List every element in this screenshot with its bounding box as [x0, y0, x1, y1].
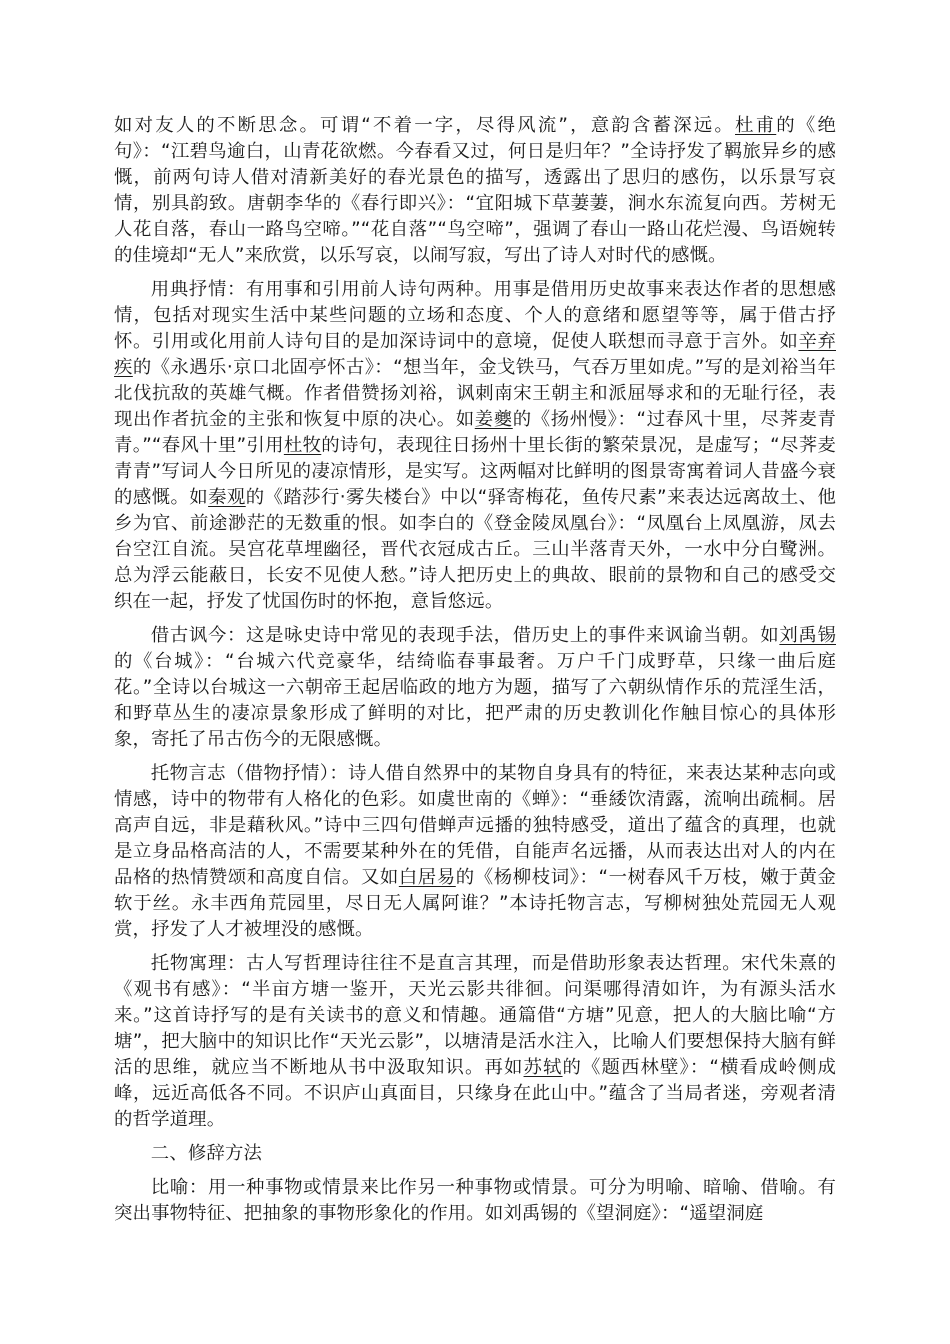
poet-name-du-fu: 杜甫	[735, 115, 777, 136]
text-run: 的《绝句》：“江碧鸟逾白，山青花欲燃。今春看又过，何日是归年？”全诗抒发了羁旅异乡的感慨，前两句诗人借对清新美好的春光景色的描写，透露出了思归的感伤，以乐景写哀情，别具韵致。唐朝李华的《春行即兴》：“宜阳城下草萋萋，涧水东流复向西。芳树无人花自落，春山一路鸟空啼。”“花自落”“鸟空啼”，强调了春山一路山花烂漫、鸟语婉转的佳境却“无人”来欣赏，以乐写哀，以闹写寂，写出了诗人对时代的感慨。	[114, 115, 836, 266]
poet-name-du-mu: 杜牧	[283, 435, 322, 456]
text-run: 的诗句，表现往日扬州十里长街的繁荣景况，是虚写；“尽荠麦青青”写词人今日所见的凄凉情形，是实写。这两幅对比鲜明的图景寄寓着词人昔盛今衰的感慨。如	[114, 435, 836, 508]
paragraph-lyric-examples	[114, 113, 836, 269]
paragraph-satire-through-history	[114, 623, 836, 753]
text-run: 的《扬州慢》：“过春风十里，尽荠麦青青。”“春风十里”引用	[114, 409, 836, 456]
document-page	[114, 113, 836, 1235]
paragraph-object-conveys-reason	[114, 951, 836, 1133]
section-heading-rhetoric	[114, 1141, 836, 1167]
paragraph-object-expresses-will	[114, 761, 836, 943]
heading-text: 二、修辞方法	[150, 1143, 263, 1164]
poet-name-liu-yuxi: 刘禹锡	[779, 625, 836, 646]
paragraph-allusion	[114, 277, 836, 615]
poet-name-jiang-kui: 姜夔	[474, 409, 513, 430]
poet-name-qin-guan: 秦观	[208, 487, 246, 508]
poet-name-bai-juyi: 白居易	[398, 867, 456, 888]
text-run: 的《踏莎行·雾失楼台》中以“驿寄梅花，鱼传尺素”来表达远离故土、他乡为官、前途渺茫的无数重的恨。如李白的《登金陵凤凰台》：“凤凰台上凤凰游，凤去台空江自流。吴宫花草埋幽径，晋代衣冠成古丘。三山半落青天外，一水中分白鹭洲。总为浮云能蔽日，长安不见使人愁。”诗人把历史上的典故、眼前的景物和自己的感受交织在一起，抒发了忧国伤时的怀抱，意旨悠远。	[114, 487, 836, 612]
text-run: 如对友人的不断思念。可谓“不着一字，尽得风流”，意韵含蓄深远。	[114, 115, 736, 136]
poet-name-xin-qiji: 辛弃疾	[114, 331, 836, 378]
text-run: 比喻：用一种事物或情景来比作另一种事物或情景。可分为明喻、暗喻、借喻。有突出事物特征、把抽象的事物形象化的作用。如刘禹锡的《望洞庭》：“遥望洞庭	[114, 1177, 836, 1224]
text-run: 的《台城》：“台城六代竞豪华，结绮临春事最奢。万户千门成野草，只缘一曲后庭花。”全诗以台城这一六朝帝王起居临政的地方为题，描写了六朝纵情作乐的荒淫生活，和野草丛生的凄凉景象形成了鲜明的对比，把严肃的历史教训化作触目惊心的具体形象，寄托了吊古伤今的无限感慨。	[114, 651, 836, 750]
text-run: 借古讽今：这是咏史诗中常见的表现手法，借历史上的事件来讽谕当朝。如	[150, 625, 780, 646]
text-run: 的《题西林壁》：“横看成岭侧成峰，远近高低各不同。不识庐山真面目，只缘身在此山中。”蕴含了当局者迷，旁观者清的哲学道理。	[114, 1057, 837, 1130]
text-run: 托物寓理：古人写哲理诗往往不是直言其理，而是借助形象表达哲理。宋代朱熹的《观书有感》：“半亩方塘一鉴开，天光云影共徘徊。问渠哪得清如许，为有源头活水来。”这首诗抒写的是有关读书的意义和情趣。通篇借“方塘”见意，把人的大脑比喻“方塘”，把大脑中的知识比作“天光云影”，以塘清是活水注入，比喻人们要想保持大脑有鲜活的思维，就应当不断地从书中汲取知识。再如	[114, 953, 836, 1078]
poet-name-su-shi: 苏轼	[523, 1057, 563, 1078]
text-run: 的《杨柳枝词》：“一树春风千万枝，嫩于黄金软于丝。永丰西角荒园里，尽日无人属阿谁？”本诗托物言志，写柳树独处荒园无人观赏，抒发了人才被埋没的感慨。	[114, 867, 836, 940]
text-run: 托物言志（借物抒情）：诗人借自然界中的某物自身具有的特征，来表达某种志向或情感，诗中的物带有人格化的色彩。如虞世南的《蝉》：“垂緌饮清露，流响出疏桐。居高声自远，非是藉秋风。”诗中三四句借蝉声远播的独特感受，道出了蕴含的真理，也就是立身品格高洁的人，不需要某种外在的凭借，自能声名远播，从而表达出对人的内在品格的热情赞颂和高度自信。又如	[114, 763, 836, 888]
text-run: 的《永遇乐·京口北固亭怀古》：“想当年，金戈铁马，气吞万里如虎。”写的是刘裕当年北伐抗敌的英雄气概。作者借赞扬刘裕，讽刺南宋王朝主和派屈辱求和的无耻行径，表现出作者抗金的主张和恢复中原的决心。如	[114, 357, 836, 430]
paragraph-metaphor	[114, 1175, 836, 1227]
text-run: 用典抒情：有用事和引用前人诗句两种。用事是借用历史故事来表达作者的思想感情，包括对现实生活中某些问题的立场和态度、个人的意绪和愿望等等，属于借古抒怀。引用或化用前人诗句目的是加深诗词中的意境，促使人联想而寻意于言外。如	[114, 279, 836, 352]
